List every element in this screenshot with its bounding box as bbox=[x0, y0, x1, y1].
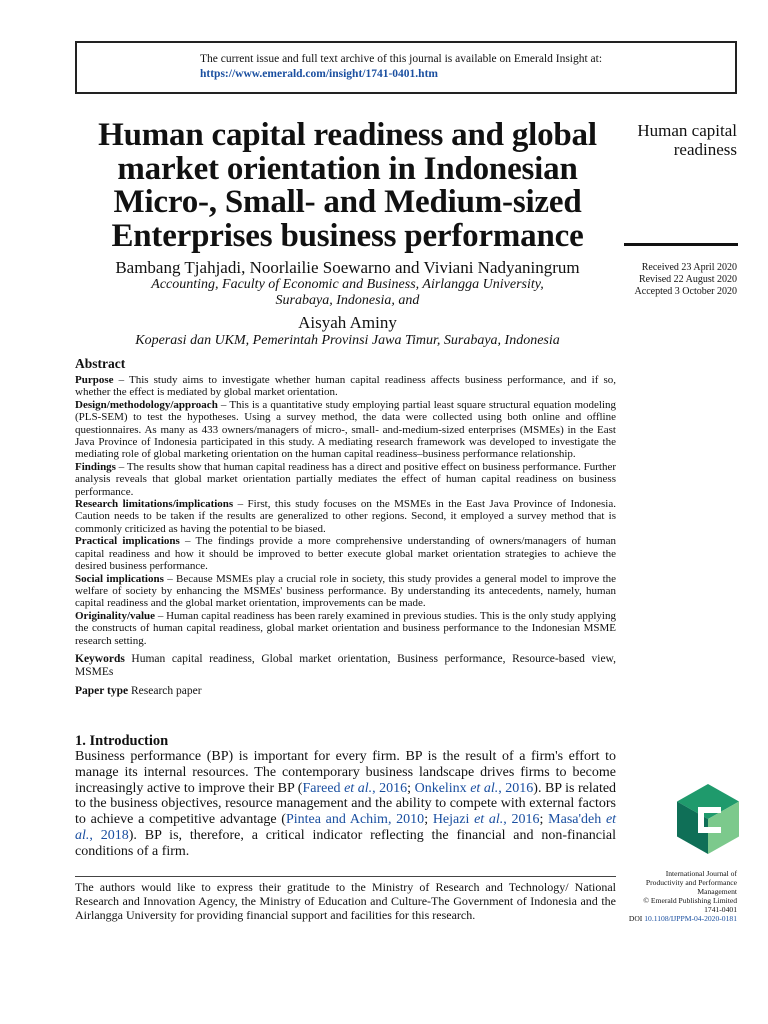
received-date: Received 23 April 2020 bbox=[641, 262, 737, 273]
revised-date: Revised 22 August 2020 bbox=[638, 274, 737, 285]
footnote-rule bbox=[75, 876, 616, 877]
journal-info bbox=[600, 869, 737, 923]
introduction-section bbox=[75, 733, 616, 860]
citation-pintea[interactable]: Pintea and Achim, 2010 bbox=[285, 812, 425, 828]
access-notice-text: The current issue and full text archive of this journal is available on Emerald Insight at: bbox=[200, 53, 603, 65]
affiliation-1-line-1: Accounting, Faculty of Economic and Business, Airlangga University, bbox=[151, 277, 544, 292]
doi: DOI 10.1108/IJPPM-04-2020-0181 bbox=[628, 914, 737, 923]
abstract-originality: Originality/value – Human capital readiness has been rarely examined in previous studies. This is the only study applying the constructs of human capital readiness, global market orientation and business performance to the Indonesian MSME research setting. bbox=[75, 609, 616, 647]
abstract-findings: Findings – The results show that human capital readiness has a direct and positive effect on business performance. Further analysis reveals that global market orientation partially mediates the effect of human capital readiness on business performance. bbox=[75, 460, 616, 498]
journal-name-line-3: Management bbox=[697, 887, 737, 896]
citation-fareed[interactable]: Fareed et al., 2016 bbox=[302, 780, 408, 796]
keywords: Keywords Human capital readiness, Global market orientation, Business performance, Resource-based view, MSMEs bbox=[75, 652, 616, 678]
introduction-heading: 1. Introduction bbox=[75, 733, 169, 749]
copyright: © Emerald Publishing Limited bbox=[643, 896, 737, 905]
running-head-rule bbox=[624, 243, 738, 246]
acknowledgement-footnote: The authors would like to express their gratitude to the Ministry of Research and Technology/ National Research and Innovation Agency, the Ministry of Education and Culture-The Government of Indonesia and the Airlangga University for providing financial support and facilities for this research. bbox=[75, 880, 616, 922]
journal-name-line-1: International Journal of bbox=[665, 869, 737, 878]
doi-link[interactable]: 10.1108/IJPPM-04-2020-0181 bbox=[644, 914, 737, 923]
issn: 1741-0401 bbox=[704, 905, 737, 914]
abstract bbox=[75, 356, 616, 697]
author-group-1: Bambang Tjahjadi, Noorlailie Soewarno and Viviani Nadyaningrum bbox=[115, 258, 580, 277]
journal-name-line-2: Productivity and Performance bbox=[645, 878, 737, 887]
author-group-2: Aisyah Aminy bbox=[298, 313, 397, 332]
running-head: Human capital readiness bbox=[637, 121, 737, 159]
introduction-paragraph: Business performance (BP) is important for every firm. BP is the result of a firm's effort to manage its internal resources. The contemporary business landscape drives firms to become increasingly active to improve their BP (Fareed et al., 2016; Onkelinx et al., 2016). BP is related to the business objectives, resource management and the ability to compete with external factors to achieve a competitive advantage (Pintea and Achim, 2010; Hejazi et al., 2016; Masa'deh et al., 2018). BP is, therefore, a critical indicator reflecting the financial and non-financial conditions of a firm. bbox=[75, 749, 617, 859]
article-dates bbox=[600, 262, 737, 298]
abstract-heading: Abstract bbox=[75, 356, 126, 371]
emerald-publishing-logo-icon bbox=[677, 784, 739, 854]
article-title: Human capital readiness and global market orientation in Indonesian Micro-, Small- and Medium-sized Enterprises business performance bbox=[98, 117, 597, 254]
abstract-social: Social implications – Because MSMEs play a crucial role in society, this study provides a general model to improve the welfare of society by enhancing the MSMEs' business performance. By understanding its antecedents, namely, human capital readiness and the global market orientation, improvements can be made. bbox=[75, 572, 617, 610]
access-notice bbox=[200, 52, 720, 82]
citation-hejazi[interactable]: Hejazi et al., 2016 bbox=[432, 812, 540, 828]
abstract-practical: Practical implications – The findings provide a more comprehensive understanding of owners/managers of human capital readiness and how it should be improved to better execute global market orientation strategies to achieve the desired business performance. bbox=[75, 535, 616, 573]
abstract-design: Design/methodology/approach – This is a quantitative study employing partial least square structural equation modeling (PLS-SEM) to test the hypotheses. Using a survey method, the data were collected using both online and offline questionnaires. As many as 433 owners/managers of micro-, small- and-medium-sized enterprises (MSMEs) in the East Java Province of Indonesia participated in this study. A mediating research framework was developed to investigate the mediating role of global marketing orientation on the human capital readiness–business performance relationship. bbox=[75, 398, 616, 461]
journal-archive-link[interactable]: https://www.emerald.com/insight/1741-0401.htm bbox=[200, 68, 438, 80]
abstract-limitations: Research limitations/implications – First, this study focuses on the MSMEs in the East Java Province of Indonesia. Caution needs to be taken if the results are generalized to other regions. Second, it employed a survey method that is commonly criticized as having the potential to be biased. bbox=[75, 498, 616, 535]
citation-masadeh[interactable]: Masa'deh et al., 2018 bbox=[75, 812, 617, 843]
abstract-purpose: Purpose – This study aims to investigate whether human capital readiness affects business performance, and if so, whether the effect is mediated by global market orientation. bbox=[75, 374, 616, 399]
affiliation-1 bbox=[75, 277, 620, 309]
affiliation-1-line-2: Surabaya, Indonesia, and bbox=[275, 293, 420, 308]
citation-onkelinx[interactable]: Onkelinx et al., 2016 bbox=[414, 780, 534, 796]
paper-type: Paper type Research paper bbox=[75, 684, 202, 697]
affiliation-2: Koperasi dan UKM, Pemerintah Provinsi Jawa Timur, Surabaya, Indonesia bbox=[135, 333, 560, 348]
accepted-date: Accepted 3 October 2020 bbox=[634, 286, 737, 297]
